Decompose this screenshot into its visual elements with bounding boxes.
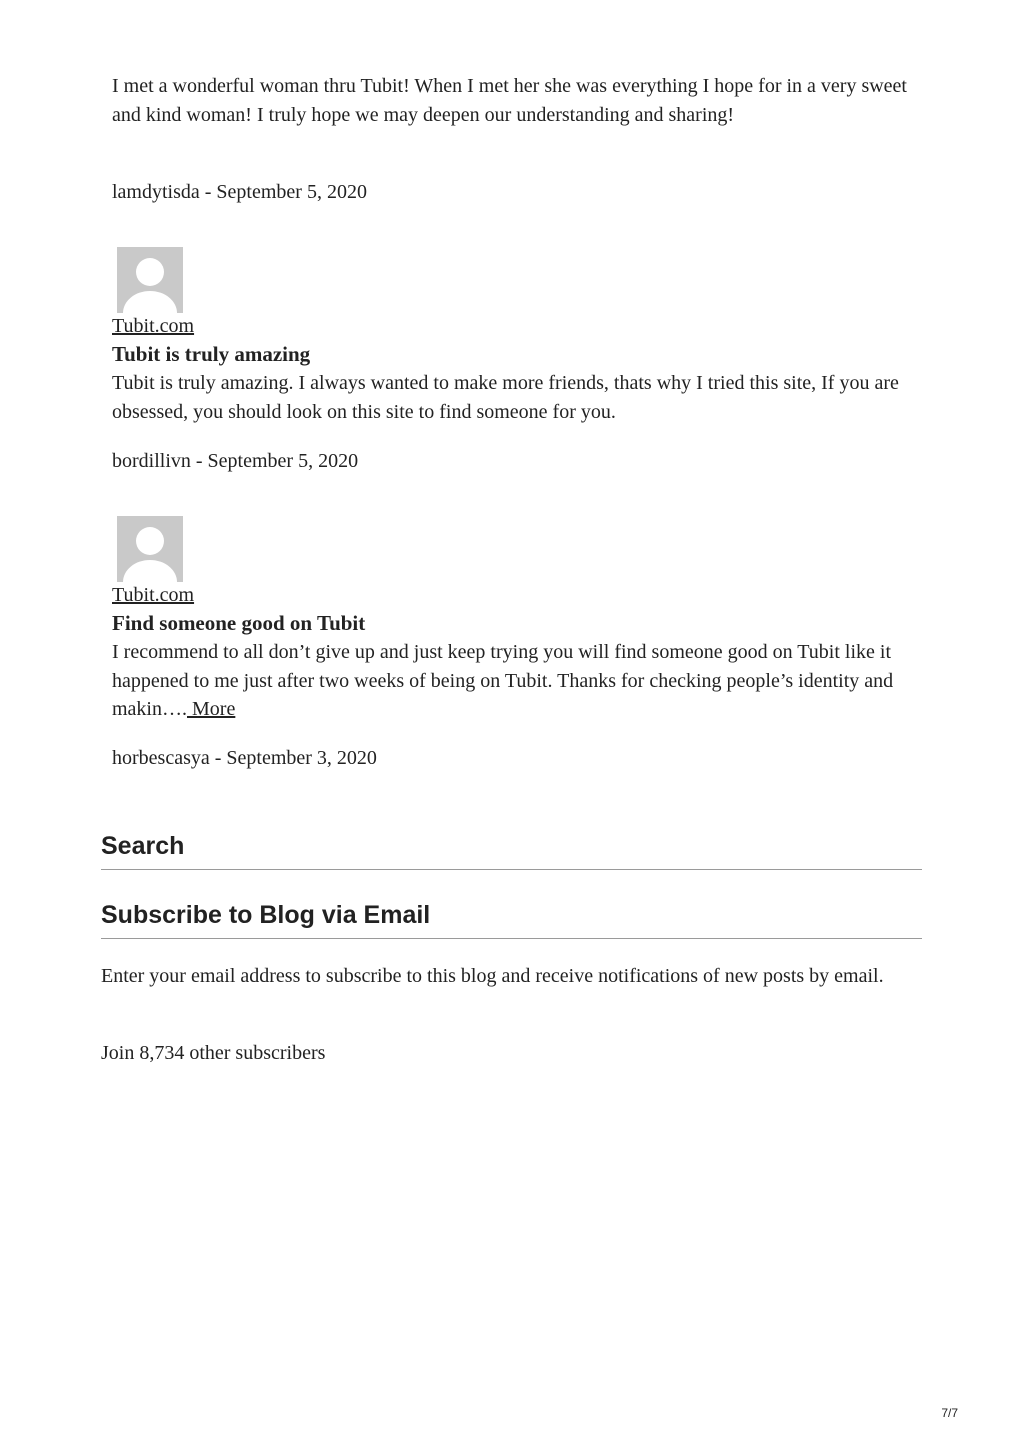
review-3	[112, 638, 922, 724]
subscribe-description: Enter your email address to subscribe to this blog and receive notifications of new posts by email.	[101, 965, 884, 987]
user-placeholder-icon	[117, 516, 183, 582]
review-3-body	[112, 638, 922, 724]
review-3-title: Find someone good on Tubit	[112, 611, 366, 635]
more-link[interactable]: More	[187, 698, 236, 720]
search-widget-title: Search	[101, 832, 922, 870]
review-1	[112, 72, 922, 129]
review-3-body-text: I recommend to all don’t give up and just keep trying you will find someone good on Tubit like it happened to me just after two weeks of being on Tubit. Thanks for checking people’s identity and makin….	[112, 641, 894, 720]
review-2-byline: bordillivn - September 5, 2020	[112, 450, 359, 472]
review-3-site-link[interactable]: Tubit.com	[112, 584, 195, 606]
avatar	[117, 516, 183, 582]
subscriber-count: Join 8,734 other subscribers	[101, 1042, 326, 1064]
review-1-body: I met a wonderful woman thru Tubit! When I met her she was everything I hope for in a very sweet and kind woman! I truly hope we may deepen our understanding and sharing!	[112, 75, 907, 126]
review-2-body: Tubit is truly amazing. I always wanted to make more friends, thats why I tried this site, If you are obsessed, you should look on this site to find someone for you.	[112, 372, 899, 423]
review-2-site-link[interactable]: Tubit.com	[112, 315, 195, 337]
avatar	[117, 247, 183, 313]
review-3-byline: horbescasya - September 3, 2020	[112, 747, 377, 769]
user-placeholder-icon	[117, 247, 183, 313]
review-2-title: Tubit is truly amazing	[112, 342, 311, 366]
page-number: 7/7	[941, 1406, 958, 1420]
review-1-byline: lamdytisda - September 5, 2020	[112, 181, 367, 203]
review-2	[112, 369, 922, 426]
subscribe-widget-title: Subscribe to Blog via Email	[101, 901, 922, 939]
